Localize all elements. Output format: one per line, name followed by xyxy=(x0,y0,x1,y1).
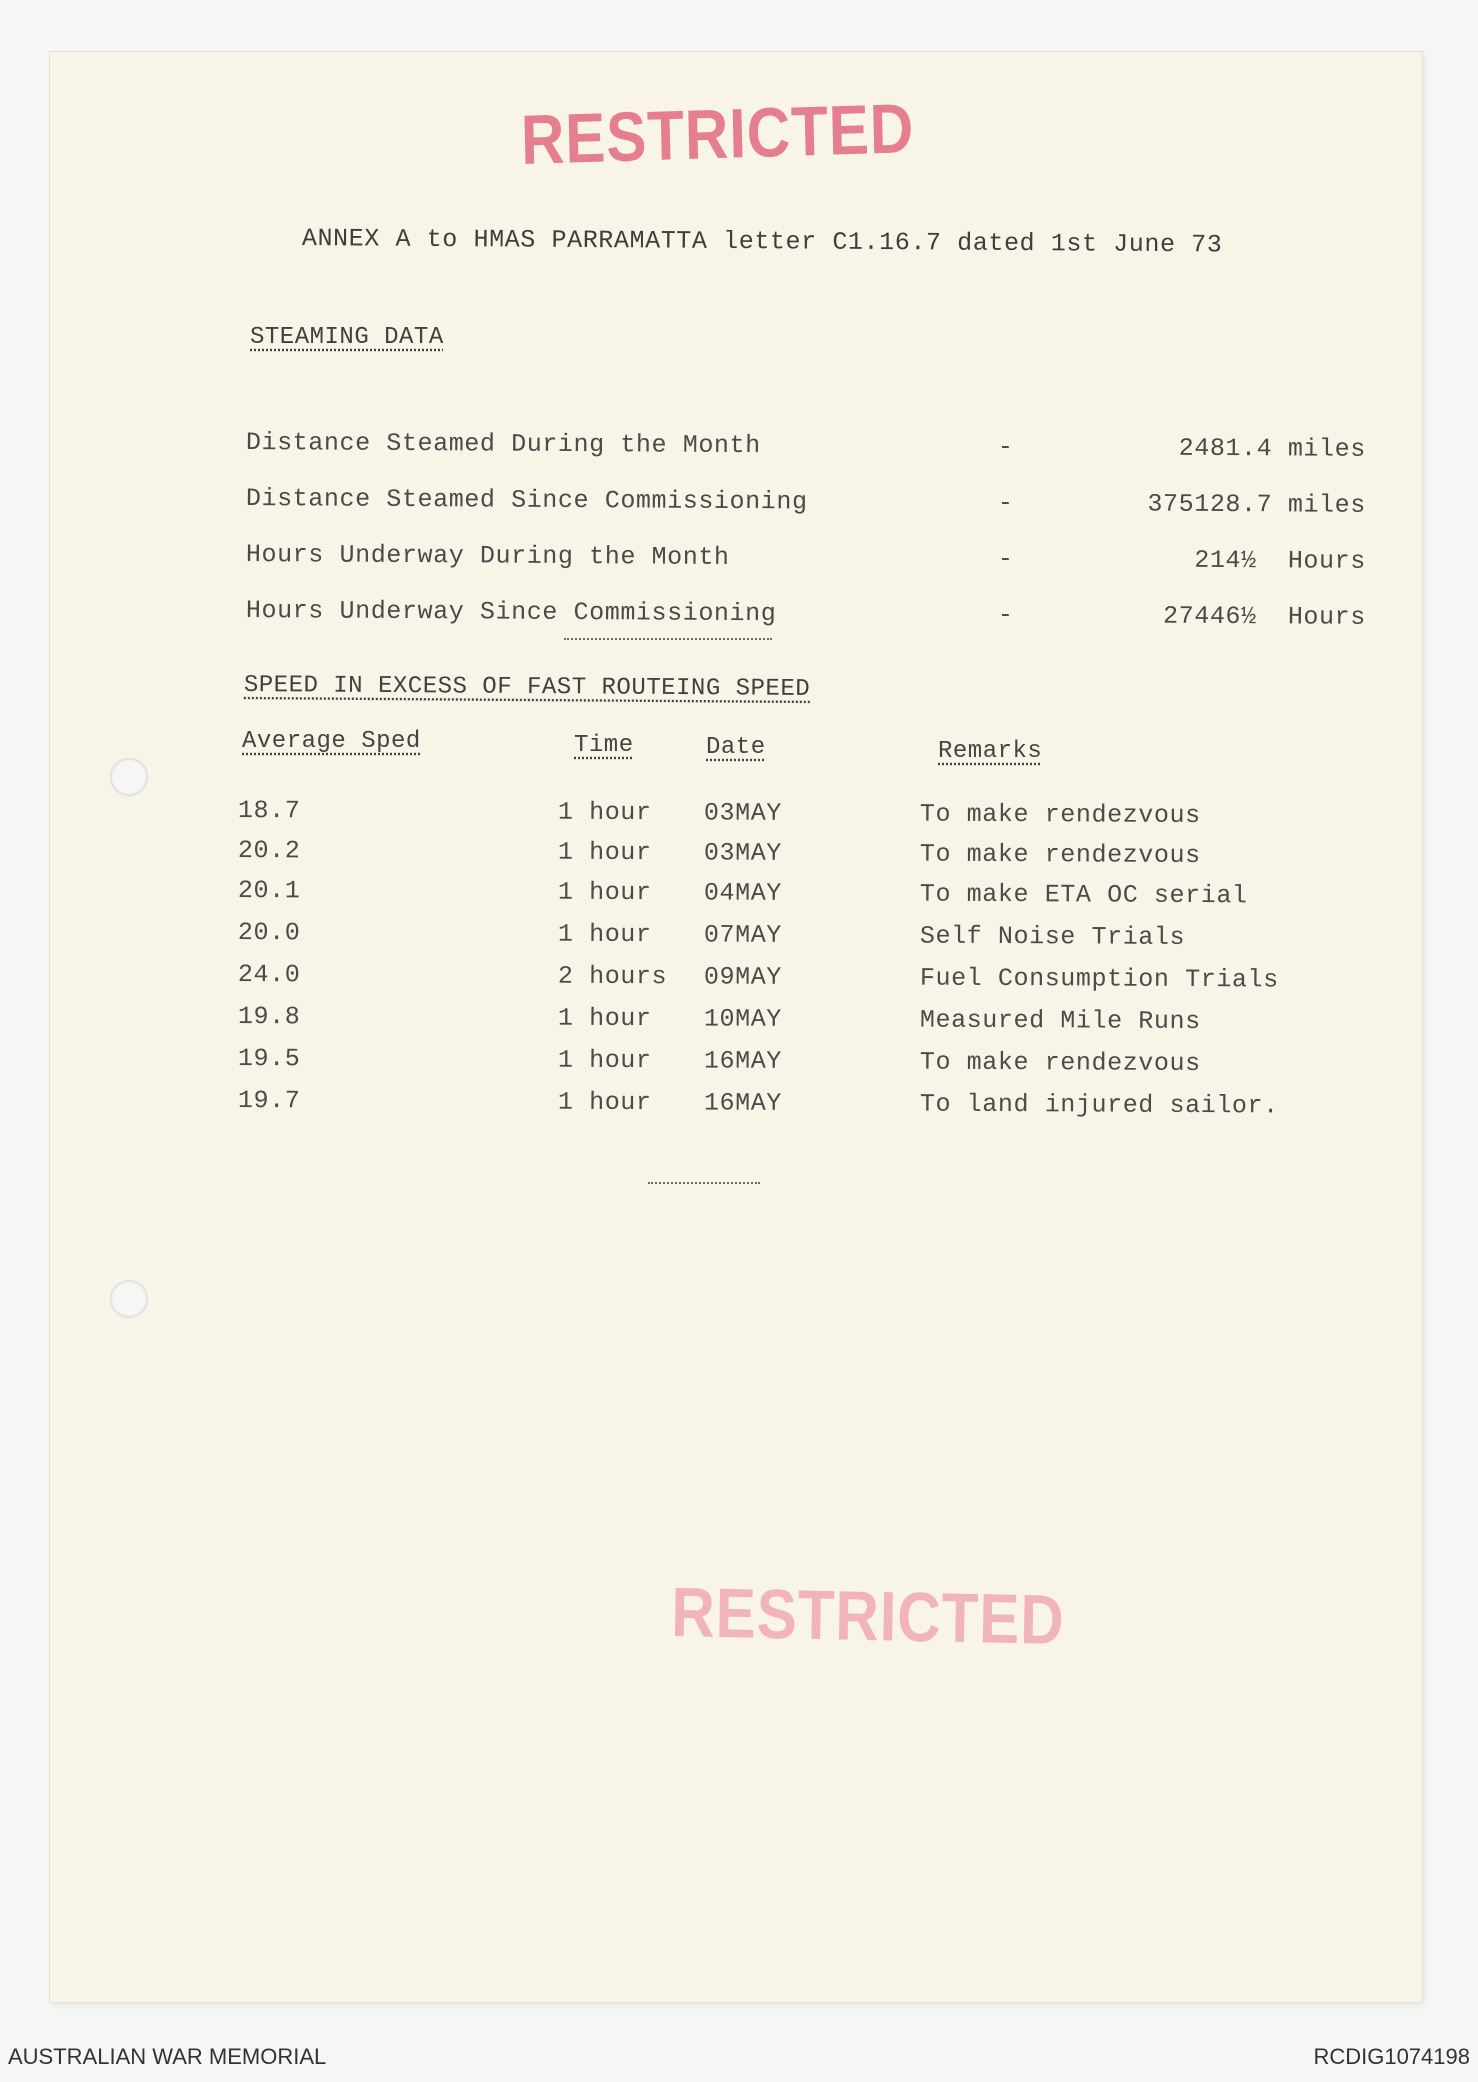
steaming-dash: - xyxy=(997,600,1014,630)
date-cell: 10MAY xyxy=(703,1004,783,1034)
remarks-cell: Measured Mile Runs xyxy=(919,1005,1201,1037)
average-speed-cell: 19.5 xyxy=(237,1044,301,1074)
average-speed-cell: 18.7 xyxy=(237,796,301,826)
column-header-date: Date xyxy=(706,734,766,761)
column-header-time: Time xyxy=(574,732,634,759)
archive-credit: AUSTRALIAN WAR MEMORIAL xyxy=(8,2044,327,2069)
steaming-label: Distance Steamed During the Month xyxy=(245,428,761,461)
date-cell: 09MAY xyxy=(703,962,783,992)
average-speed-cell: 20.0 xyxy=(237,918,301,948)
steaming-label: Hours Underway Since Commissioning xyxy=(245,596,777,629)
restricted-stamp-bottom: RESTRICTED xyxy=(670,1572,1066,1659)
remarks-cell: To make ETA OC serial xyxy=(919,879,1248,911)
time-cell: 2 hours xyxy=(557,961,668,992)
table-row xyxy=(238,796,1338,836)
table-row xyxy=(238,1044,1338,1084)
remarks-cell: To make rendezvous xyxy=(919,1047,1201,1079)
document-sheet xyxy=(50,52,1422,2002)
remarks-cell: Self Noise Trials xyxy=(919,921,1186,952)
date-cell: 07MAY xyxy=(703,920,783,950)
steaming-dash: - xyxy=(997,432,1014,462)
time-cell: 1 hour xyxy=(557,1087,652,1118)
column-header-remarks: Remarks xyxy=(938,738,1043,765)
record-id: RCDIG1074198 xyxy=(1313,2044,1470,2069)
steaming-value: 27446½ Hours xyxy=(1162,601,1366,632)
steaming-label: Hours Underway During the Month xyxy=(245,540,730,572)
time-cell: 1 hour xyxy=(557,797,652,828)
date-cell: 16MAY xyxy=(703,1046,783,1076)
steaming-data-heading: STEAMING DATA xyxy=(250,324,444,351)
steaming-row xyxy=(246,596,1366,637)
remarks-cell: To land injured sailor. xyxy=(919,1089,1279,1121)
table-row xyxy=(238,918,1338,958)
average-speed-cell: 19.7 xyxy=(237,1086,301,1116)
time-cell: 1 hour xyxy=(557,1003,652,1034)
remarks-cell: To make rendezvous xyxy=(919,799,1201,831)
steaming-dash: - xyxy=(997,488,1014,518)
section-divider xyxy=(564,638,772,640)
steaming-row xyxy=(246,428,1366,469)
steaming-value: 214½ Hours xyxy=(1194,545,1366,576)
table-row xyxy=(238,876,1338,916)
remarks-cell: To make rendezvous xyxy=(919,839,1201,871)
speed-excess-heading: SPEED IN EXCESS OF FAST ROUTEING SPEED xyxy=(243,672,811,703)
average-speed-cell: 19.8 xyxy=(237,1002,301,1032)
column-header-average-speed: Average Sped xyxy=(242,728,421,755)
steaming-dash: - xyxy=(997,544,1014,574)
average-speed-cell: 20.2 xyxy=(237,836,301,866)
time-cell: 1 hour xyxy=(557,837,652,868)
steaming-row xyxy=(246,540,1366,581)
section-divider xyxy=(648,1182,760,1184)
time-cell: 1 hour xyxy=(557,877,652,908)
steaming-value: 375128.7 miles xyxy=(1147,489,1366,520)
punch-hole xyxy=(110,1280,148,1318)
table-row xyxy=(238,1086,1338,1126)
date-cell: 03MAY xyxy=(703,798,783,828)
date-cell: 03MAY xyxy=(703,838,783,868)
average-speed-cell: 20.1 xyxy=(237,876,301,906)
annex-reference-line: ANNEX A to HMAS PARRAMATTA letter C1.16.7 dated 1st June 73 xyxy=(301,224,1223,260)
restricted-stamp-top: RESTRICTED xyxy=(520,89,915,179)
steaming-label: Distance Steamed Since Commissioning xyxy=(245,484,808,517)
date-cell: 04MAY xyxy=(703,878,783,908)
steaming-row xyxy=(246,484,1366,525)
table-row xyxy=(238,1002,1338,1042)
table-row xyxy=(238,960,1338,1000)
punch-hole xyxy=(110,758,148,796)
date-cell: 16MAY xyxy=(703,1088,783,1118)
time-cell: 1 hour xyxy=(557,1045,652,1076)
steaming-value: 2481.4 miles xyxy=(1178,433,1366,464)
remarks-cell: Fuel Consumption Trials xyxy=(919,963,1279,995)
time-cell: 1 hour xyxy=(557,919,652,950)
average-speed-cell: 24.0 xyxy=(237,960,301,990)
table-row xyxy=(238,836,1338,876)
